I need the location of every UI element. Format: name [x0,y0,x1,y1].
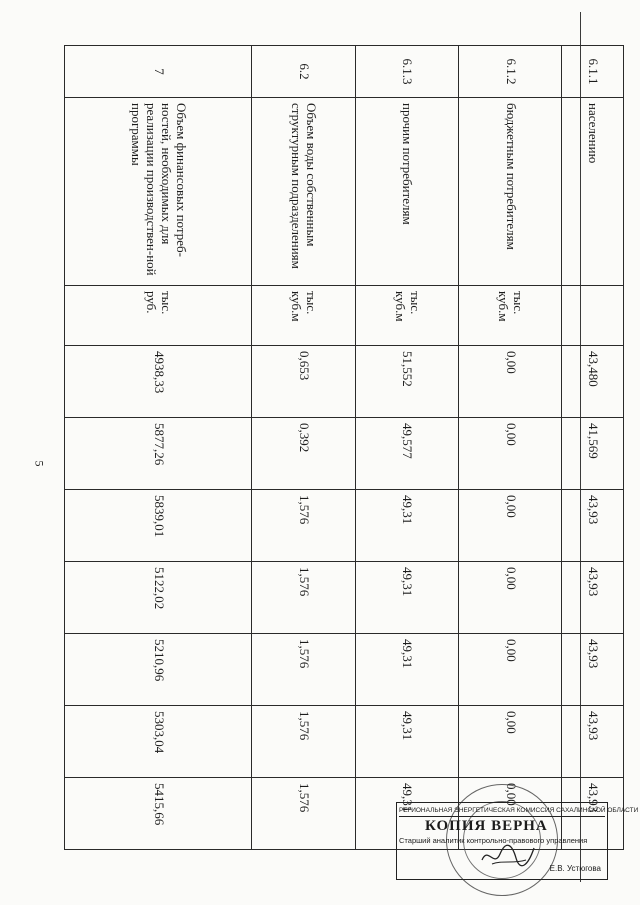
row-name-cell: населению [562,98,624,286]
value-cell: 43,93 [562,562,624,634]
value-cell: 43,93 [562,706,624,778]
value-cell: 49,31 [355,634,458,706]
value-cell: 5303,04 [65,706,252,778]
table-body [65,46,624,850]
value-cell: 51,552 [355,346,458,418]
value-cell: 5415,66 [65,778,252,850]
stamp-title: КОПИЯ ВЕРНА [425,818,548,834]
value-cell: 43,93 [562,634,624,706]
value-cell: 5210,96 [65,634,252,706]
value-cell: 1,576 [252,562,355,634]
value-cell: 5877,26 [65,418,252,490]
value-cell: 0,00 [459,706,562,778]
value-cell: 41,569 [562,418,624,490]
value-cell: 0,00 [459,346,562,418]
value-cell: 1,576 [252,490,355,562]
stamp-organization: РЕГИОНАЛЬНАЯ ЭНЕРГЕТИЧЕСКАЯ КОМИССИЯ САХАЛИНСКОЙ ОБЛАСТИ [399,805,605,817]
value-cell: 5122,02 [65,562,252,634]
value-cell: 49,577 [355,418,458,490]
row-unit-cell: тыс. куб.м [252,286,355,346]
row-number-cell: 6.2 [252,46,355,98]
row-unit-cell: тыс. куб.м [355,286,458,346]
value-cell: 1,576 [252,706,355,778]
row-number-cell: 6.1.2 [459,46,562,98]
row-unit-cell: тыс. куб.м [459,286,562,346]
row-number-cell: 7 [65,46,252,98]
value-cell: 49,31 [355,562,458,634]
row-unit-cell: тыс. руб. [65,286,252,346]
row-name-cell: Объем воды собственным структурным подразделениям [252,98,355,286]
value-cell: 43,93 [562,490,624,562]
production-program-table [64,45,624,850]
value-cell: 49,31 [355,490,458,562]
stamp-position: Старший аналитик контрольно-правового управления [399,836,588,845]
value-cell: 43,480 [562,346,624,418]
handwritten-signature [478,838,538,872]
value-cell: 0,00 [459,418,562,490]
table-row [562,46,624,850]
value-cell: 0,00 [459,562,562,634]
rotated-table-wrapper [64,45,624,850]
table-row [459,46,562,850]
value-cell: 0,00 [459,634,562,706]
row-number-cell: 6.1.1 [562,46,624,98]
row-name-cell: Объем финансовых потреб-ностей, необходимых для реализации производствен-ной программы [65,98,252,286]
value-cell: 0,00 [459,778,562,850]
value-cell: 43,93 [562,778,624,850]
table-row [252,46,355,850]
value-cell: 49,31 [355,706,458,778]
row-unit-cell [562,286,624,346]
value-cell: 0,00 [459,490,562,562]
table-row [355,46,458,850]
table-row [65,46,252,850]
row-number-cell: 6.1.3 [355,46,458,98]
value-cell: 5839,01 [65,490,252,562]
value-cell: 4938,33 [65,346,252,418]
row-name-cell: бюджетным потребителям [459,98,562,286]
value-cell: 49,31 [355,778,458,850]
value-cell: 0,653 [252,346,355,418]
value-cell: 1,576 [252,778,355,850]
stamp-signatory-name: Е.В. Устюгова [549,864,601,873]
value-cell: 1,576 [252,634,355,706]
value-cell: 0,392 [252,418,355,490]
row-name-cell: прочим потребителям [355,98,458,286]
page-number: 5 [32,460,47,467]
